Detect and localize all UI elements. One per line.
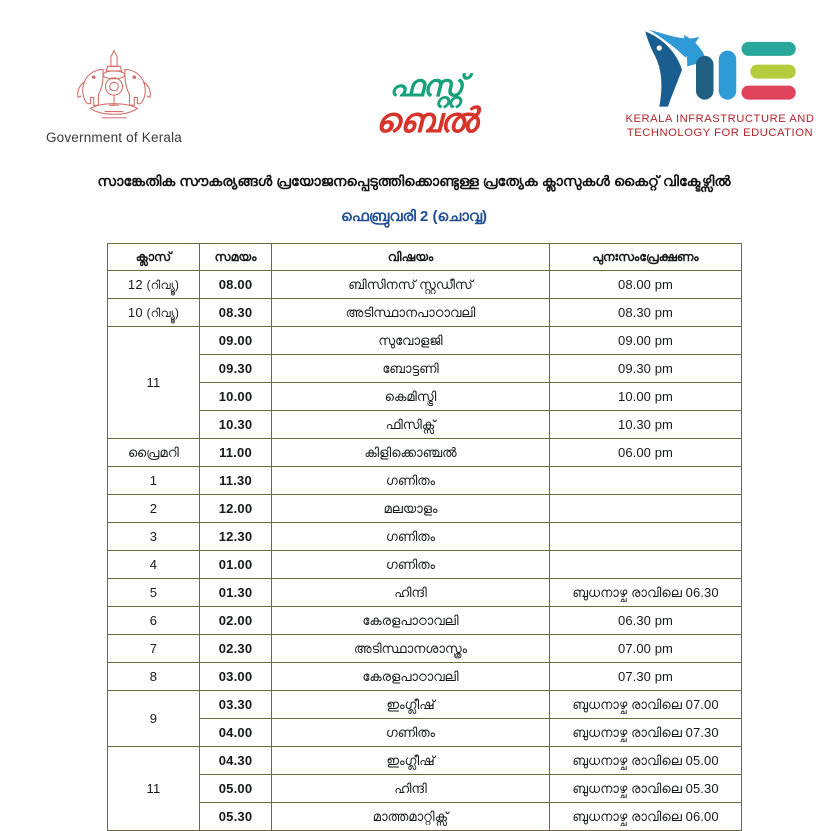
- class-schedule-table: [107, 243, 742, 831]
- first-bell-logo-line1: ഫസ്റ്റ്: [389, 70, 463, 103]
- cell-retelecast: 09.30 pm: [550, 355, 742, 383]
- kite-logo-block: [622, 26, 818, 140]
- kerala-state-emblem-icon: [66, 46, 162, 124]
- cell-retelecast: [550, 467, 742, 495]
- cell-retelecast: ബുധനാഴ്ച രാവിലെ 07.30: [550, 719, 742, 747]
- cell-subject: ഗണിതം: [272, 523, 550, 551]
- cell-retelecast: ബുധനാഴ്ച രാവിലെ 06.30: [550, 579, 742, 607]
- cell-time: 11.30: [200, 467, 272, 495]
- cell-class: 10 (റിവ്യൂ): [108, 299, 200, 327]
- cell-time: 04.30: [200, 747, 272, 775]
- cell-retelecast: 10.30 pm: [550, 411, 742, 439]
- table-row: [108, 495, 742, 523]
- cell-retelecast: 07.00 pm: [550, 635, 742, 663]
- cell-subject: അടിസ്ഥാനപാഠാവലി: [272, 299, 550, 327]
- cell-class: 12 (റിവ്യൂ): [108, 271, 200, 299]
- column-header-time: സമയം: [200, 244, 272, 271]
- cell-subject: കേരളപാഠാവലി: [272, 663, 550, 691]
- cell-retelecast: [550, 551, 742, 579]
- cell-subject: ഗണിതം: [272, 467, 550, 495]
- cell-time: 12.00: [200, 495, 272, 523]
- schedule-table-wrapper: [107, 243, 741, 831]
- cell-class: 9: [108, 691, 200, 747]
- table-row: [108, 355, 742, 383]
- cell-time: 09.00: [200, 327, 272, 355]
- page-title: സാങ്കേതിക സൗകര്യങ്ങൾ പ്രയോജനപ്പെടുത്തിക്കൊണ്ടുള്ള പ്രത്യേക ക്ലാസുകൾ കൈറ്റ് വിക്ടേഴ്സിൽ: [97, 174, 731, 190]
- table-header-row-group: [108, 244, 742, 271]
- table-row: [108, 467, 742, 495]
- column-header-class: ക്ലാസ്: [108, 244, 200, 271]
- cell-class: 2: [108, 495, 200, 523]
- table-row: [108, 299, 742, 327]
- table-row: [108, 551, 742, 579]
- cell-time: 01.00: [200, 551, 272, 579]
- cell-time: 02.00: [200, 607, 272, 635]
- cell-subject: കിളിക്കൊഞ്ചൽ: [272, 439, 550, 467]
- kite-logo-line2: TECHNOLOGY FOR EDUCATION: [626, 127, 814, 139]
- cell-subject: ഗണിതം: [272, 551, 550, 579]
- cell-retelecast: ബുധനാഴ്ച രാവിലെ 05.00: [550, 747, 742, 775]
- cell-class: പ്രൈമറി: [108, 439, 200, 467]
- cell-retelecast: [550, 523, 742, 551]
- cell-time: 08.00: [200, 271, 272, 299]
- cell-subject: അടിസ്ഥാനശാസ്ത്രം: [272, 635, 550, 663]
- cell-class: 5: [108, 579, 200, 607]
- table-row: [108, 691, 742, 719]
- cell-class: 7: [108, 635, 200, 663]
- cell-retelecast: ബുധനാഴ്ച രാവിലെ 06.00: [550, 803, 742, 831]
- table-row: [108, 327, 742, 355]
- table-row: [108, 271, 742, 299]
- cell-time: 03.00: [200, 663, 272, 691]
- column-header-subject: വിഷയം: [272, 244, 550, 271]
- cell-class: 3: [108, 523, 200, 551]
- cell-time: 04.00: [200, 719, 272, 747]
- cell-retelecast: 06.30 pm: [550, 607, 742, 635]
- cell-class: 8: [108, 663, 200, 691]
- cell-subject: ബിസിനസ് സ്റ്റഡീസ്: [272, 271, 550, 299]
- table-body: [108, 271, 742, 831]
- table-row: [108, 803, 742, 831]
- cell-subject: ഇംഗ്ലീഷ്: [272, 691, 550, 719]
- kerala-government-logo-block: [26, 46, 202, 145]
- table-row: [108, 775, 742, 803]
- cell-subject: കേരളപാഠാവലി: [272, 607, 550, 635]
- cell-time: 10.30: [200, 411, 272, 439]
- cell-time: 10.00: [200, 383, 272, 411]
- table-row: [108, 663, 742, 691]
- cell-subject: ഹിന്ദി: [272, 579, 550, 607]
- cell-subject: ഗണിതം: [272, 719, 550, 747]
- table-row: [108, 635, 742, 663]
- cell-subject: ബോട്ടണി: [272, 355, 550, 383]
- cell-retelecast: 08.00 pm: [550, 271, 742, 299]
- kite-logo-line1: KERALA INFRASTRUCTURE AND: [625, 113, 815, 125]
- cell-class: 4: [108, 551, 200, 579]
- cell-class: 1: [108, 467, 200, 495]
- page-subtitle-date: ഫെബ്രുവരി 2 (ചൊവ്വ): [341, 208, 487, 225]
- cell-retelecast: 07.30 pm: [550, 663, 742, 691]
- cell-subject: ഇംഗ്ലീഷ്: [272, 747, 550, 775]
- cell-subject: കെമിസ്ട്രി: [272, 383, 550, 411]
- cell-time: 02.30: [200, 635, 272, 663]
- cell-retelecast: 06.00 pm: [550, 439, 742, 467]
- cell-time: 08.30: [200, 299, 272, 327]
- cell-time: 11.00: [200, 439, 272, 467]
- table-row: [108, 607, 742, 635]
- cell-time: 03.30: [200, 691, 272, 719]
- cell-retelecast: 10.00 pm: [550, 383, 742, 411]
- cell-retelecast: 09.00 pm: [550, 327, 742, 355]
- cell-retelecast: ബുധനാഴ്ച രാവിലെ 07.00: [550, 691, 742, 719]
- cell-subject: സുവോളജി: [272, 327, 550, 355]
- kerala-government-label: Government of Kerala: [45, 130, 183, 145]
- column-header-retelecast: പുനഃസംപ്രേക്ഷണം: [550, 244, 742, 271]
- table-row: [108, 411, 742, 439]
- cell-subject: ഹിന്ദി: [272, 775, 550, 803]
- first-bell-logo-block: [360, 72, 492, 164]
- cell-subject: മലയാളം: [272, 495, 550, 523]
- table-header-row: [108, 244, 742, 271]
- cell-class: 11: [108, 747, 200, 831]
- page-header: [0, 0, 828, 168]
- cell-retelecast: 08.30 pm: [550, 299, 742, 327]
- table-row: [108, 747, 742, 775]
- table-row: [108, 719, 742, 747]
- cell-time: 12.30: [200, 523, 272, 551]
- cell-class: 11: [108, 327, 200, 439]
- cell-class: 6: [108, 607, 200, 635]
- cell-time: 01.30: [200, 579, 272, 607]
- cell-retelecast: ബുധനാഴ്ച രാവിലെ 05.30: [550, 775, 742, 803]
- cell-retelecast: [550, 495, 742, 523]
- table-row: [108, 579, 742, 607]
- cell-subject: മാത്തമാറ്റിക്സ്: [272, 803, 550, 831]
- first-bell-logo-line2: ബെൽ: [375, 102, 477, 140]
- cell-time: 09.30: [200, 355, 272, 383]
- table-row: [108, 383, 742, 411]
- cell-subject: ഫിസിക്സ്: [272, 411, 550, 439]
- table-row: [108, 523, 742, 551]
- table-row: [108, 439, 742, 467]
- kite-logo-icon: [633, 26, 808, 112]
- cell-time: 05.30: [200, 803, 272, 831]
- cell-time: 05.00: [200, 775, 272, 803]
